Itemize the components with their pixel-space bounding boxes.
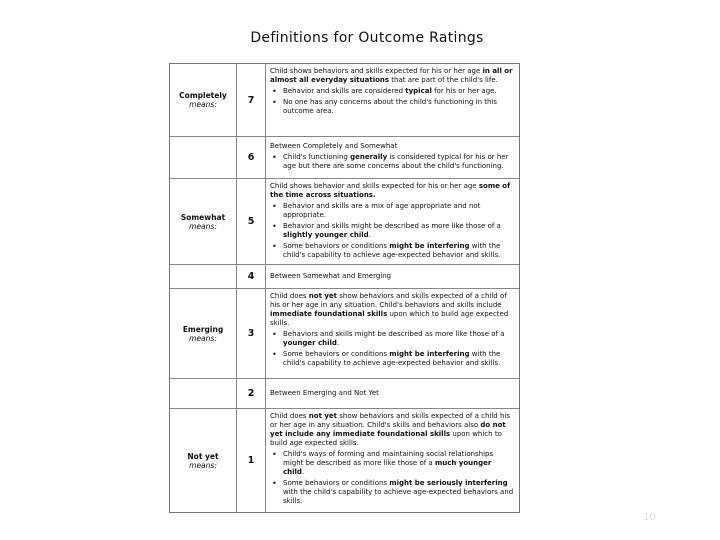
rating-number: 5 — [237, 179, 266, 264]
rating-label-cell — [170, 137, 237, 178]
rating-number: 7 — [237, 64, 266, 136]
rating-label-cell — [170, 265, 237, 288]
rating-bullet: • No one has any concerns about the child's functioning in this outcome area. — [283, 98, 514, 116]
rating-means: means: — [189, 221, 217, 231]
rating-row-2 — [170, 378, 519, 408]
rating-bullet: • Behavior and skills are a mix of age appropriate and not appropriate. — [283, 202, 514, 220]
rating-bullet-list — [270, 87, 514, 116]
rating-row-6 — [170, 136, 519, 178]
rating-intro-text: Child does not yet show behaviors and skills expected of a child of his or her age in any situation. Child's behaviors and skills include immediate foundational skills upon which to build age expected skills. — [270, 292, 509, 327]
rating-bullet: • Some behaviors or conditions might be interfering with the child's capability to achieve age-expected behavior and skills. — [283, 242, 514, 260]
rating-description — [266, 379, 519, 408]
slide-title: Definitions for Outcome Ratings — [250, 30, 484, 46]
rating-intro-text: Between Completely and Somewhat — [270, 142, 398, 150]
rating-description — [266, 409, 519, 512]
rating-number: 6 — [237, 137, 266, 178]
rating-intro-text: Between Emerging and Not Yet — [270, 389, 379, 397]
rating-label: Not yet — [187, 451, 219, 461]
rating-bullet: • Some behaviors or conditions might be seriously interfering with the child's capability to achieve age-expected behaviors and skills. — [283, 479, 514, 506]
rating-row-4 — [170, 264, 519, 288]
rating-description — [266, 137, 519, 178]
rating-label: Completely — [179, 91, 227, 100]
rating-number: 1 — [237, 409, 266, 512]
rating-intro-text: Child shows behaviors and skills expected for his or her age in all or almost all everyday situations that are part of the child's life. — [270, 67, 513, 84]
rating-bullet: • Some behaviors or conditions might be interfering with the child's capability to achieve age-expected behavior and skills. — [283, 350, 514, 368]
rating-number: 3 — [237, 289, 266, 378]
rating-row-3 — [170, 288, 519, 378]
rating-description — [266, 64, 519, 136]
rating-label-cell — [170, 379, 237, 408]
rating-bullet: • Child's functioning generally is considered typical for his or her age but there are some concerns about the child's functioning. — [283, 153, 514, 171]
rating-intro-text: Child does not yet show behaviors and skills expected of a child his or her age in any situation. Child's skills and behaviors also do not yet include any immediate foundational skills upon which to build age expected skills. — [270, 412, 510, 447]
rating-description — [266, 265, 519, 288]
rating-bullet-list — [270, 202, 514, 260]
rating-row-5 — [170, 178, 519, 264]
rating-bullet: • Child's ways of forming and maintaining social relationships might be described as more like those of a much younger child. — [283, 450, 514, 477]
rating-label-cell — [170, 179, 237, 264]
page-number: 10 — [643, 512, 656, 523]
rating-means: means: — [189, 333, 217, 343]
rating-intro-text: Child shows behavior and skills expected for his or her age some of the time across situations. — [270, 182, 511, 199]
rating-means: means: — [189, 100, 217, 109]
rating-description — [266, 179, 519, 264]
rating-label-cell — [170, 289, 237, 378]
rating-number: 4 — [237, 265, 266, 288]
rating-bullet-list — [270, 330, 514, 368]
rating-label-cell — [170, 64, 237, 136]
rating-label-cell — [170, 409, 237, 512]
rating-label: Emerging — [182, 324, 224, 334]
rating-bullet: • Behaviors and skills might be described as more like those of a younger child. — [283, 330, 514, 348]
rating-intro-text: Between Somewhat and Emerging — [270, 272, 392, 280]
rating-row-1 — [170, 408, 519, 512]
outcome-ratings-table — [169, 63, 520, 513]
rating-means: means: — [189, 460, 217, 470]
rating-number: 2 — [237, 379, 266, 408]
rating-bullet: • Behavior and skills are considered typical for his or her age. — [283, 87, 514, 96]
rating-row-7 — [170, 64, 519, 136]
rating-description — [266, 289, 519, 378]
rating-bullet: • Behavior and skills might be described as more like those of a slightly younger child. — [283, 222, 514, 240]
rating-bullet-list — [270, 450, 514, 506]
rating-label: Somewhat — [180, 212, 226, 222]
rating-bullet-list — [270, 153, 514, 173]
